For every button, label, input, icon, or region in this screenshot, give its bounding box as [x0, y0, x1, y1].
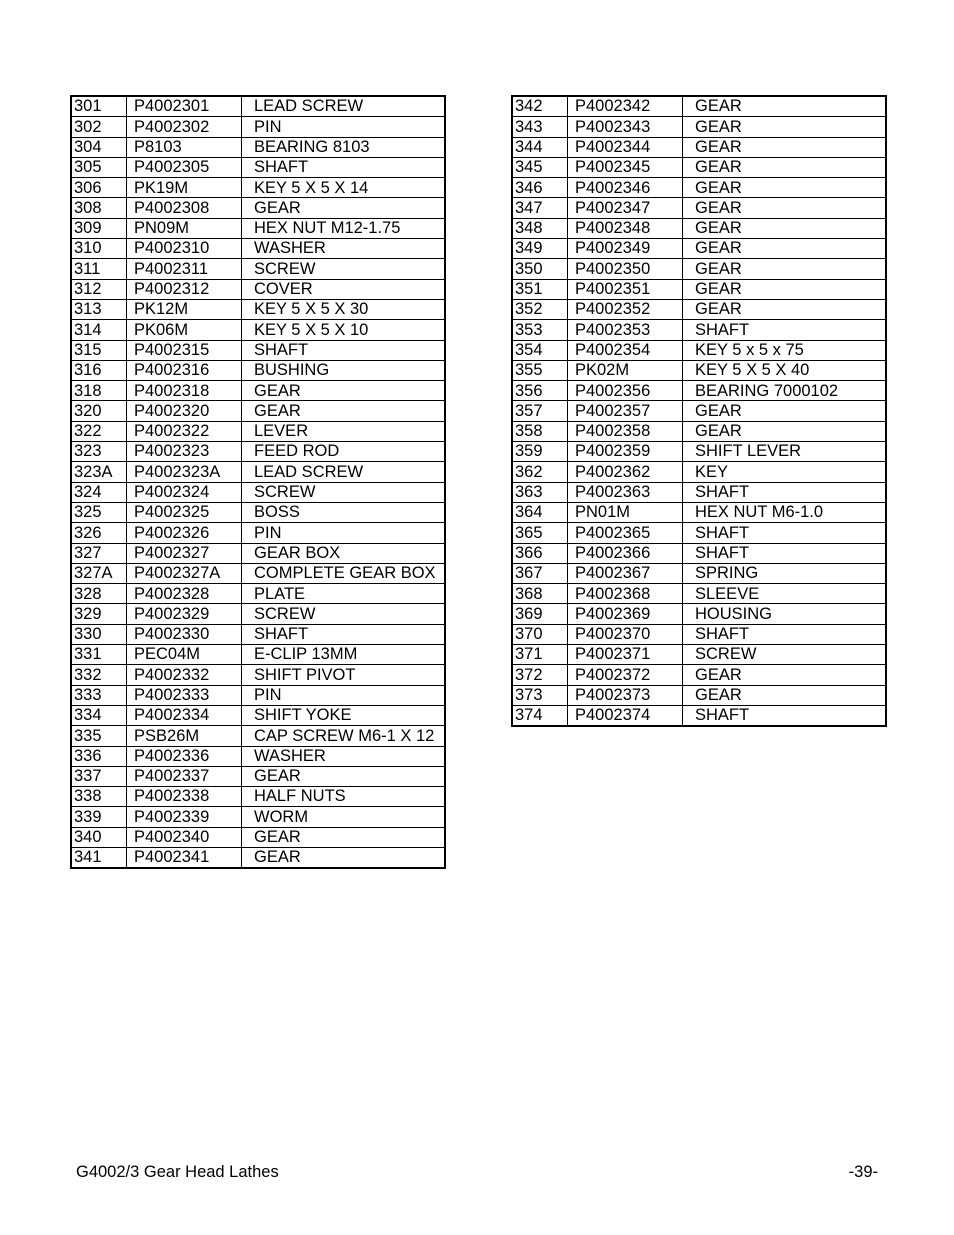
part-number-cell: P4002372: [568, 665, 683, 685]
part-number-cell: P4002334: [127, 705, 242, 725]
table-row: [512, 604, 886, 624]
table-row: [71, 137, 445, 157]
table-row: [512, 178, 886, 198]
description-cell: GEAR: [683, 401, 887, 421]
ref-number-cell: 310: [71, 239, 127, 259]
ref-number-cell: 336: [71, 746, 127, 766]
part-number-cell: P4002322: [127, 421, 242, 441]
part-number-cell: P4002336: [127, 746, 242, 766]
table-row: [512, 584, 886, 604]
part-number-cell: P4002327: [127, 543, 242, 563]
table-row: [71, 543, 445, 563]
description-cell: GEAR: [683, 137, 887, 157]
description-cell: COVER: [242, 279, 446, 299]
table-row: [512, 401, 886, 421]
description-cell: HEX NUT M6-1.0: [683, 502, 887, 522]
ref-number-cell: 323: [71, 442, 127, 462]
description-cell: SLEEVE: [683, 584, 887, 604]
table-row: [71, 299, 445, 319]
ref-number-cell: 313: [71, 299, 127, 319]
table-row: [512, 137, 886, 157]
ref-number-cell: 325: [71, 502, 127, 522]
ref-number-cell: 305: [71, 157, 127, 177]
table-row: [512, 482, 886, 502]
ref-number-cell: 312: [71, 279, 127, 299]
table-row: [71, 279, 445, 299]
table-row: [71, 401, 445, 421]
part-number-cell: P4002341: [127, 847, 242, 868]
part-number-cell: PK02M: [568, 360, 683, 380]
ref-number-cell: 362: [512, 462, 568, 482]
ref-number-cell: 351: [512, 279, 568, 299]
table-row: [512, 279, 886, 299]
description-cell: LEAD SCREW: [242, 462, 446, 482]
ref-number-cell: 365: [512, 523, 568, 543]
part-number-cell: PN09M: [127, 218, 242, 238]
part-number-cell: P4002315: [127, 340, 242, 360]
table-row: [71, 807, 445, 827]
description-cell: GEAR: [683, 239, 887, 259]
part-number-cell: P4002330: [127, 624, 242, 644]
description-cell: GEAR: [683, 218, 887, 238]
description-cell: KEY 5 X 5 X 10: [242, 320, 446, 340]
description-cell: GEAR: [242, 827, 446, 847]
description-cell: GEAR: [683, 299, 887, 319]
description-cell: BUSHING: [242, 360, 446, 380]
ref-number-cell: 341: [71, 847, 127, 868]
part-number-cell: P4002337: [127, 766, 242, 786]
ref-number-cell: 327: [71, 543, 127, 563]
description-cell: BEARING 7000102: [683, 381, 887, 401]
part-number-cell: P4002368: [568, 584, 683, 604]
table-row: [512, 462, 886, 482]
part-number-cell: P4002301: [127, 96, 242, 117]
ref-number-cell: 357: [512, 401, 568, 421]
table-row: [71, 827, 445, 847]
description-cell: GEAR: [683, 685, 887, 705]
table-row: [71, 421, 445, 441]
table-row: [71, 746, 445, 766]
part-number-cell: PK06M: [127, 320, 242, 340]
description-cell: SHAFT: [683, 482, 887, 502]
table-row: [512, 381, 886, 401]
ref-number-cell: 329: [71, 604, 127, 624]
table-row: [71, 584, 445, 604]
table-row: [512, 421, 886, 441]
table-row: [71, 96, 445, 117]
table-row: [71, 462, 445, 482]
description-cell: CAP SCREW M6-1 X 12: [242, 726, 446, 746]
part-number-cell: P4002338: [127, 787, 242, 807]
part-number-cell: P4002356: [568, 381, 683, 401]
description-cell: GEAR BOX: [242, 543, 446, 563]
description-cell: KEY 5 x 5 x 75: [683, 340, 887, 360]
table-row: [512, 705, 886, 726]
ref-number-cell: 302: [71, 117, 127, 137]
part-number-cell: P4002340: [127, 827, 242, 847]
ref-number-cell: 333: [71, 685, 127, 705]
part-number-cell: P4002346: [568, 178, 683, 198]
part-number-cell: PN01M: [568, 502, 683, 522]
description-cell: WORM: [242, 807, 446, 827]
part-number-cell: P4002366: [568, 543, 683, 563]
description-cell: SHAFT: [242, 157, 446, 177]
table-row: [512, 665, 886, 685]
part-number-cell: P4002359: [568, 442, 683, 462]
ref-number-cell: 359: [512, 442, 568, 462]
ref-number-cell: 304: [71, 137, 127, 157]
ref-number-cell: 356: [512, 381, 568, 401]
description-cell: SHAFT: [242, 340, 446, 360]
description-cell: SHAFT: [683, 705, 887, 726]
table-row: [71, 198, 445, 218]
table-row: [71, 787, 445, 807]
ref-number-cell: 301: [71, 96, 127, 117]
ref-number-cell: 339: [71, 807, 127, 827]
table-row: [512, 239, 886, 259]
part-number-cell: P4002305: [127, 157, 242, 177]
description-cell: PIN: [242, 117, 446, 137]
table-row: [71, 218, 445, 238]
description-cell: BEARING 8103: [242, 137, 446, 157]
ref-number-cell: 315: [71, 340, 127, 360]
table-row: [71, 847, 445, 868]
table-row: [512, 523, 886, 543]
description-cell: FEED ROD: [242, 442, 446, 462]
ref-number-cell: 364: [512, 502, 568, 522]
ref-number-cell: 345: [512, 157, 568, 177]
part-number-cell: P4002365: [568, 523, 683, 543]
part-number-cell: P4002323: [127, 442, 242, 462]
description-cell: GEAR: [683, 96, 887, 117]
description-cell: BOSS: [242, 502, 446, 522]
table-row: [71, 766, 445, 786]
table-row: [512, 218, 886, 238]
ref-number-cell: 353: [512, 320, 568, 340]
part-number-cell: P4002339: [127, 807, 242, 827]
part-number-cell: P4002373: [568, 685, 683, 705]
part-number-cell: PEC04M: [127, 645, 242, 665]
part-number-cell: PSB26M: [127, 726, 242, 746]
ref-number-cell: 355: [512, 360, 568, 380]
description-cell: HOUSING: [683, 604, 887, 624]
part-number-cell: P4002308: [127, 198, 242, 218]
ref-number-cell: 348: [512, 218, 568, 238]
table-row: [512, 299, 886, 319]
ref-number-cell: 311: [71, 259, 127, 279]
description-cell: GEAR: [683, 117, 887, 137]
description-cell: PIN: [242, 523, 446, 543]
description-cell: WASHER: [242, 746, 446, 766]
description-cell: SHAFT: [683, 624, 887, 644]
part-number-cell: P4002323A: [127, 462, 242, 482]
table-row: [71, 726, 445, 746]
part-number-cell: P4002328: [127, 584, 242, 604]
table-row: [512, 157, 886, 177]
description-cell: LEAD SCREW: [242, 96, 446, 117]
part-number-cell: P4002329: [127, 604, 242, 624]
ref-number-cell: 332: [71, 665, 127, 685]
part-number-cell: P4002310: [127, 239, 242, 259]
ref-number-cell: 318: [71, 381, 127, 401]
table-row: [512, 502, 886, 522]
description-cell: PIN: [242, 685, 446, 705]
description-cell: SHIFT PIVOT: [242, 665, 446, 685]
part-number-cell: P4002353: [568, 320, 683, 340]
table-row: [512, 685, 886, 705]
part-number-cell: P4002318: [127, 381, 242, 401]
table-row: [71, 360, 445, 380]
description-cell: SCREW: [242, 259, 446, 279]
footer-title: G4002/3 Gear Head Lathes: [76, 1163, 279, 1181]
ref-number-cell: 346: [512, 178, 568, 198]
table-row: [71, 381, 445, 401]
ref-number-cell: 374: [512, 705, 568, 726]
ref-number-cell: 350: [512, 259, 568, 279]
ref-number-cell: 367: [512, 563, 568, 583]
table-row: [71, 157, 445, 177]
ref-number-cell: 343: [512, 117, 568, 137]
part-number-cell: P4002332: [127, 665, 242, 685]
table-row: [512, 117, 886, 137]
table-row: [71, 624, 445, 644]
table-row: [71, 523, 445, 543]
table-row: [71, 482, 445, 502]
part-number-cell: P4002320: [127, 401, 242, 421]
description-cell: GEAR: [242, 401, 446, 421]
part-number-cell: P4002367: [568, 563, 683, 583]
table-row: [71, 685, 445, 705]
table-row: [71, 340, 445, 360]
ref-number-cell: 349: [512, 239, 568, 259]
ref-number-cell: 369: [512, 604, 568, 624]
ref-number-cell: 342: [512, 96, 568, 117]
ref-number-cell: 340: [71, 827, 127, 847]
description-cell: SHAFT: [242, 624, 446, 644]
part-number-cell: P4002348: [568, 218, 683, 238]
part-number-cell: P4002345: [568, 157, 683, 177]
description-cell: SCREW: [242, 604, 446, 624]
table-row: [512, 624, 886, 644]
ref-number-cell: 368: [512, 584, 568, 604]
description-cell: GEAR: [683, 157, 887, 177]
part-number-cell: P4002349: [568, 239, 683, 259]
table-row: [71, 705, 445, 725]
ref-number-cell: 314: [71, 320, 127, 340]
description-cell: GEAR: [683, 421, 887, 441]
table-row: [71, 178, 445, 198]
part-number-cell: P4002343: [568, 117, 683, 137]
part-number-cell: P4002354: [568, 340, 683, 360]
part-number-cell: P4002358: [568, 421, 683, 441]
ref-number-cell: 316: [71, 360, 127, 380]
part-number-cell: P4002311: [127, 259, 242, 279]
table-row: [71, 259, 445, 279]
part-number-cell: P4002342: [568, 96, 683, 117]
part-number-cell: P4002325: [127, 502, 242, 522]
table-row: [512, 442, 886, 462]
description-cell: KEY 5 X 5 X 14: [242, 178, 446, 198]
page-number: -39-: [848, 1163, 878, 1181]
table-row: [71, 442, 445, 462]
description-cell: E-CLIP 13MM: [242, 645, 446, 665]
description-cell: SPRING: [683, 563, 887, 583]
table-row: [512, 259, 886, 279]
description-cell: KEY 5 X 5 X 40: [683, 360, 887, 380]
table-row: [71, 320, 445, 340]
part-number-cell: P4002326: [127, 523, 242, 543]
table-row: [512, 360, 886, 380]
description-cell: SHIFT YOKE: [242, 705, 446, 725]
table-row: [71, 239, 445, 259]
ref-number-cell: 331: [71, 645, 127, 665]
ref-number-cell: 363: [512, 482, 568, 502]
description-cell: HEX NUT M12-1.75: [242, 218, 446, 238]
table-row: [512, 543, 886, 563]
description-cell: SHAFT: [683, 320, 887, 340]
ref-number-cell: 372: [512, 665, 568, 685]
part-number-cell: P4002302: [127, 117, 242, 137]
ref-number-cell: 328: [71, 584, 127, 604]
description-cell: PLATE: [242, 584, 446, 604]
table-row: [512, 320, 886, 340]
table-row: [71, 502, 445, 522]
table-row: [71, 645, 445, 665]
description-cell: GEAR: [242, 381, 446, 401]
table-row: [71, 117, 445, 137]
description-cell: GEAR: [242, 766, 446, 786]
ref-number-cell: 322: [71, 421, 127, 441]
ref-number-cell: 371: [512, 645, 568, 665]
ref-number-cell: 334: [71, 705, 127, 725]
part-number-cell: P4002370: [568, 624, 683, 644]
ref-number-cell: 344: [512, 137, 568, 157]
ref-number-cell: 320: [71, 401, 127, 421]
table-row: [71, 665, 445, 685]
part-number-cell: P4002363: [568, 482, 683, 502]
part-number-cell: P4002351: [568, 279, 683, 299]
ref-number-cell: 370: [512, 624, 568, 644]
description-cell: SHAFT: [683, 523, 887, 543]
part-number-cell: PK19M: [127, 178, 242, 198]
description-cell: SCREW: [242, 482, 446, 502]
table-row: [71, 563, 445, 583]
description-cell: GEAR: [683, 279, 887, 299]
ref-number-cell: 330: [71, 624, 127, 644]
part-number-cell: P4002357: [568, 401, 683, 421]
description-cell: LEVER: [242, 421, 446, 441]
part-number-cell: P4002369: [568, 604, 683, 624]
part-number-cell: P4002324: [127, 482, 242, 502]
part-number-cell: P4002374: [568, 705, 683, 726]
ref-number-cell: 324: [71, 482, 127, 502]
part-number-cell: P4002327A: [127, 563, 242, 583]
table-row: [512, 198, 886, 218]
description-cell: KEY: [683, 462, 887, 482]
ref-number-cell: 327A: [71, 563, 127, 583]
part-number-cell: P4002362: [568, 462, 683, 482]
description-cell: SCREW: [683, 645, 887, 665]
description-cell: KEY 5 X 5 X 30: [242, 299, 446, 319]
description-cell: GEAR: [683, 665, 887, 685]
description-cell: WASHER: [242, 239, 446, 259]
part-number-cell: PK12M: [127, 299, 242, 319]
ref-number-cell: 323A: [71, 462, 127, 482]
part-number-cell: P4002352: [568, 299, 683, 319]
parts-table-right: [511, 95, 887, 727]
part-number-cell: P4002371: [568, 645, 683, 665]
ref-number-cell: 373: [512, 685, 568, 705]
ref-number-cell: 347: [512, 198, 568, 218]
parts-table-left: [70, 95, 446, 869]
ref-number-cell: 308: [71, 198, 127, 218]
ref-number-cell: 354: [512, 340, 568, 360]
ref-number-cell: 337: [71, 766, 127, 786]
ref-number-cell: 309: [71, 218, 127, 238]
table-row: [71, 604, 445, 624]
part-number-cell: P4002347: [568, 198, 683, 218]
ref-number-cell: 326: [71, 523, 127, 543]
part-number-cell: P4002350: [568, 259, 683, 279]
part-number-cell: P4002312: [127, 279, 242, 299]
part-number-cell: P4002316: [127, 360, 242, 380]
description-cell: GEAR: [242, 847, 446, 868]
table-row: [512, 645, 886, 665]
part-number-cell: P8103: [127, 137, 242, 157]
part-number-cell: P4002344: [568, 137, 683, 157]
ref-number-cell: 366: [512, 543, 568, 563]
table-row: [512, 563, 886, 583]
description-cell: COMPLETE GEAR BOX: [242, 563, 446, 583]
ref-number-cell: 306: [71, 178, 127, 198]
ref-number-cell: 335: [71, 726, 127, 746]
description-cell: HALF NUTS: [242, 787, 446, 807]
table-row: [512, 96, 886, 117]
description-cell: SHAFT: [683, 543, 887, 563]
description-cell: SHIFT LEVER: [683, 442, 887, 462]
part-number-cell: P4002333: [127, 685, 242, 705]
description-cell: GEAR: [683, 198, 887, 218]
ref-number-cell: 358: [512, 421, 568, 441]
description-cell: GEAR: [683, 178, 887, 198]
table-row: [512, 340, 886, 360]
ref-number-cell: 338: [71, 787, 127, 807]
description-cell: GEAR: [242, 198, 446, 218]
ref-number-cell: 352: [512, 299, 568, 319]
description-cell: GEAR: [683, 259, 887, 279]
